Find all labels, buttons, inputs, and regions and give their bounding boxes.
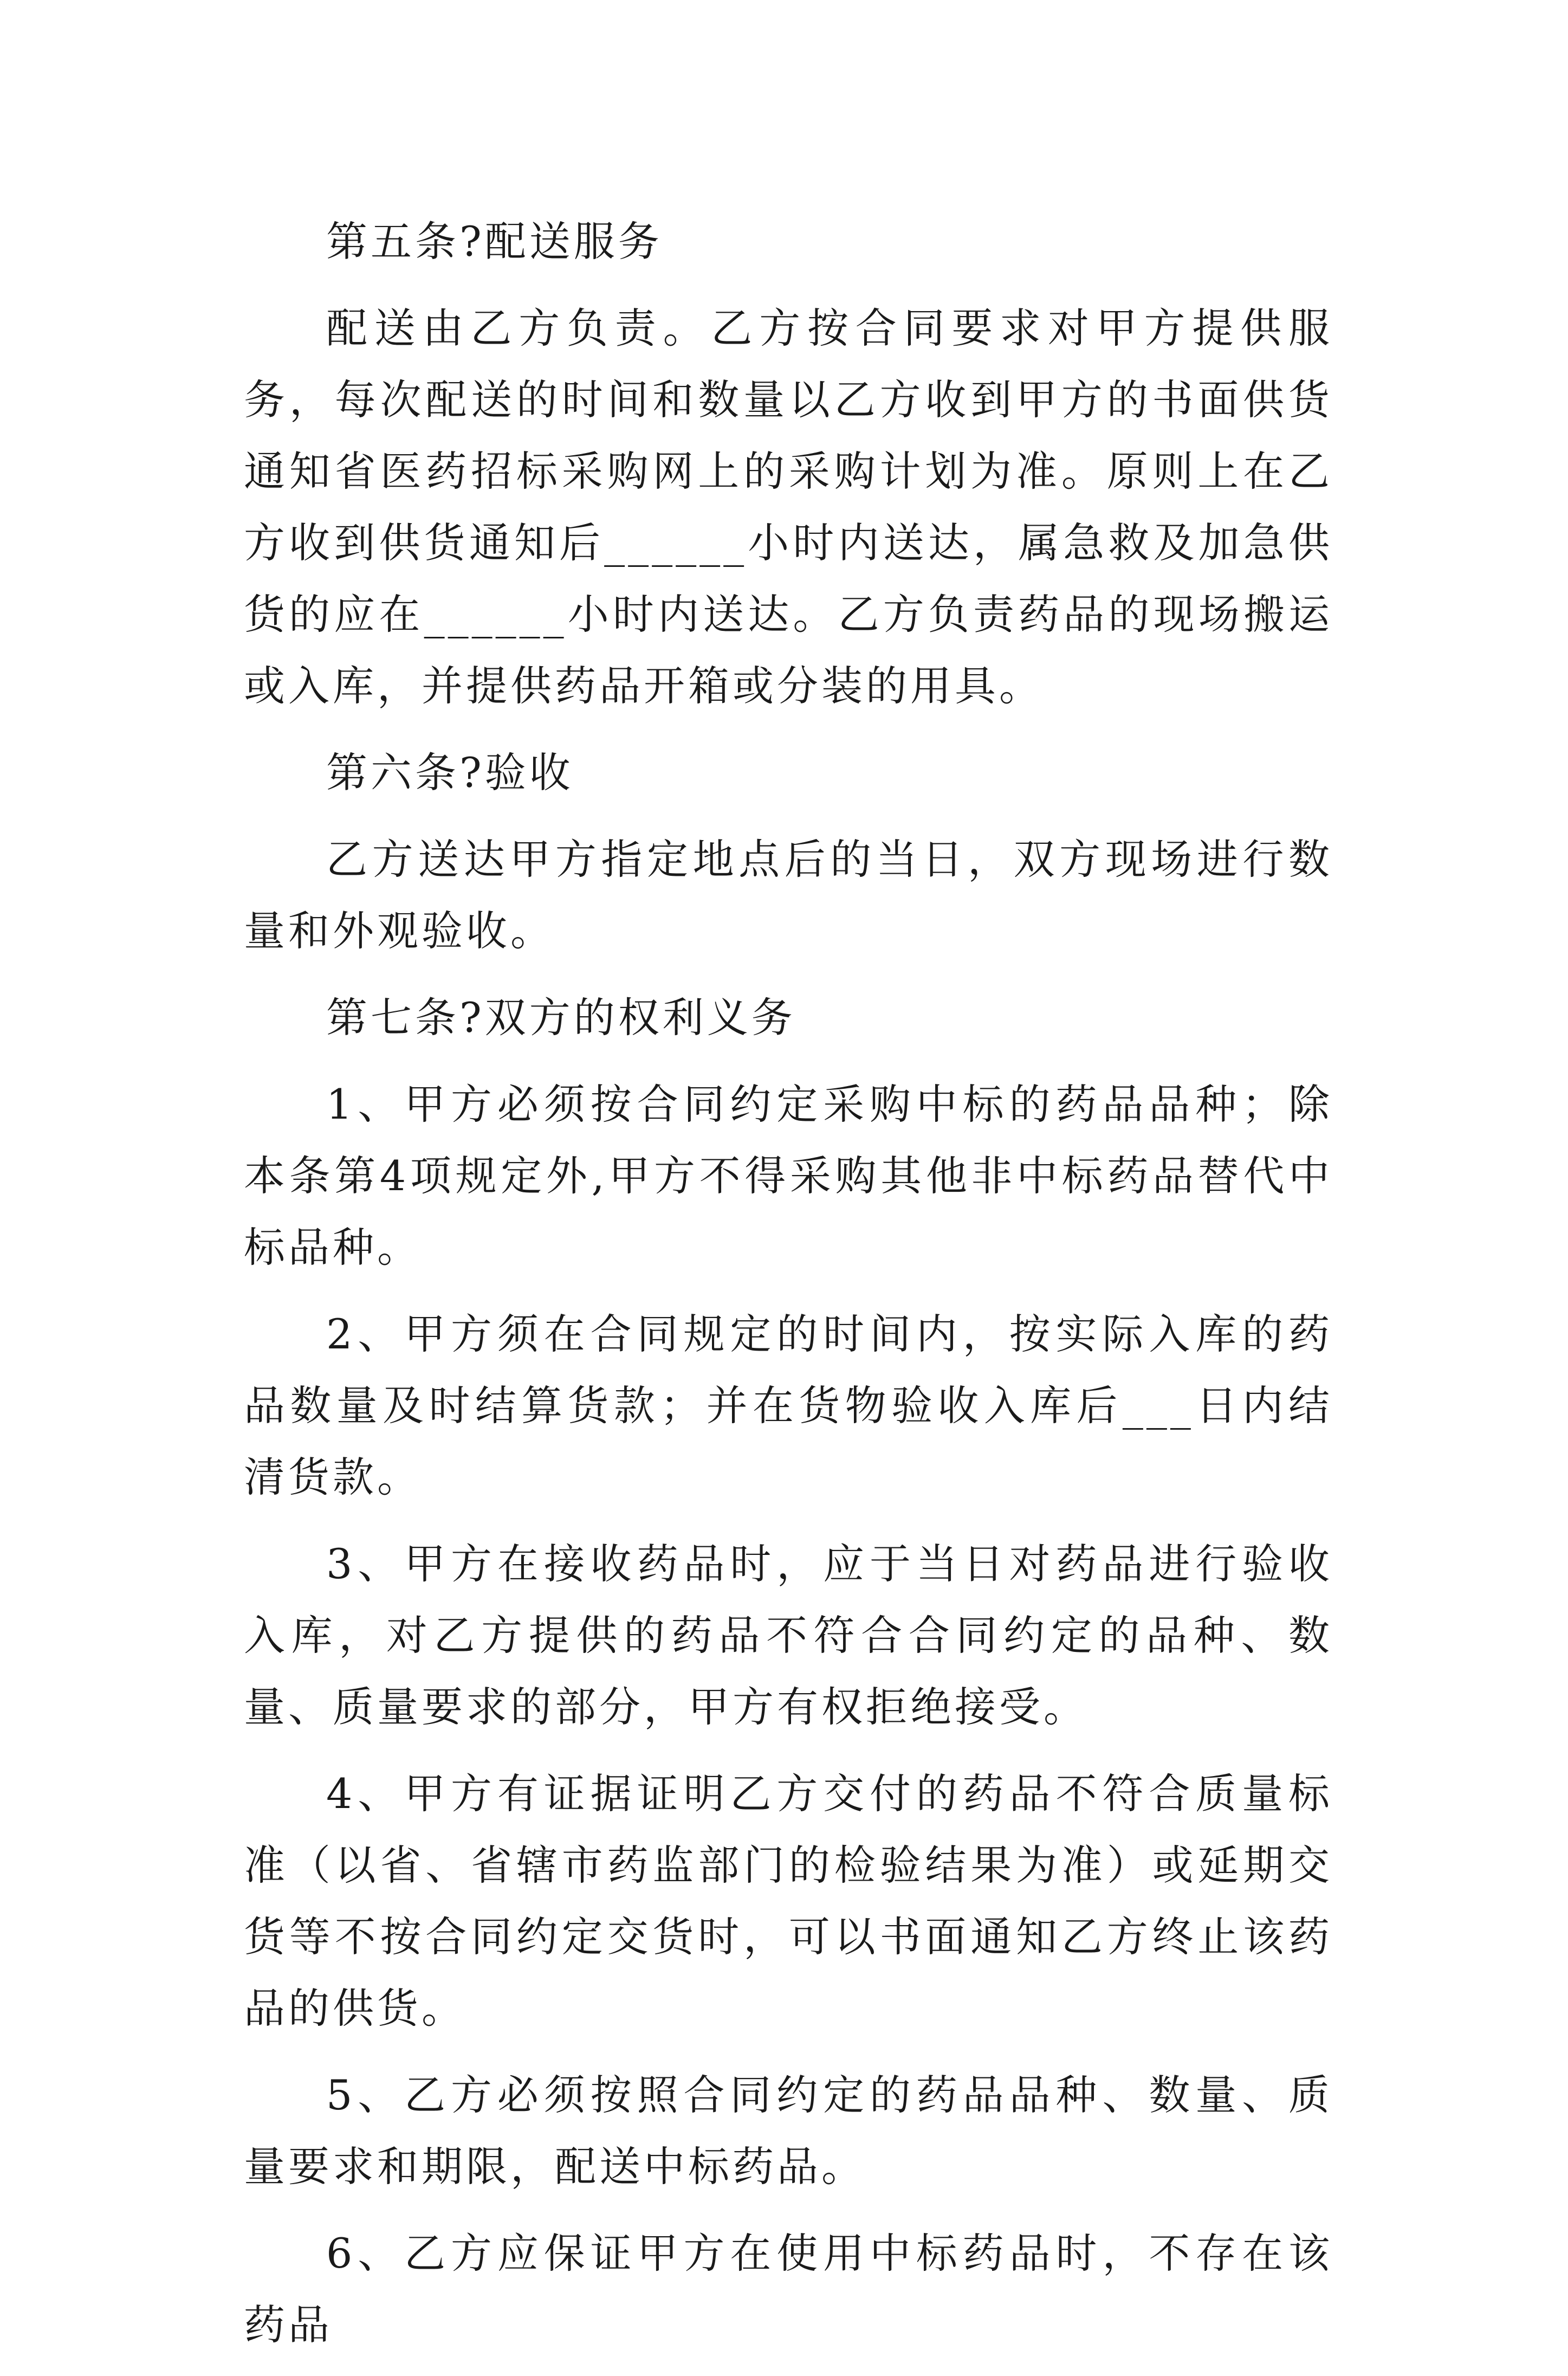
article-6-heading: 第六条?验收 — [326, 748, 574, 797]
document-body — [244, 206, 1333, 2376]
article-7-item-3: 3、甲方在接收药品时，应于当日对药品进行验收入库，对乙方提供的药品不符合合同约定的品种、数量、质量要求的部分，甲方有权拒绝接受。 — [244, 1540, 1333, 1731]
article-6-paragraph: 乙方送达甲方指定地点后的当日，双方现场进行数量和外观验收。 — [244, 835, 1333, 955]
article-7-item-4: 4、甲方有证据证明乙方交付的药品不符合质量标准（以省、省辖市药监部门的检验结果为准）或延期交货等不按合同约定交货时，可以书面通知乙方终止该药品的供货。 — [244, 1770, 1333, 2032]
article-7-heading: 第七条?双方的权利义务 — [326, 993, 796, 1042]
article-7-item-5: 5、乙方必须按照合同约定的药品品种、数量、质量要求和期限，配送中标药品。 — [244, 2071, 1333, 2191]
article-5-paragraph: 配送由乙方负责。乙方按合同要求对甲方提供服务，每次配送的时间和数量以乙方收到甲方的书面供货通知省医药招标采购网上的采购计划为准。原则上在乙方收到供货通知后______小时内送达，属急救及加急供货的应在______小时内送达。乙方负责药品的现场搬运或入库，并提供药品开箱或分装的用具。 — [244, 304, 1333, 710]
article-7-item-1: 1、甲方必须按合同约定采购中标的药品品种；除本条第4项规定外,甲方不得采购其他非中标药品替代中标品种。 — [244, 1080, 1333, 1271]
article-7-item-6: 6、乙方应保证甲方在使用中标药品时，不存在该药品 — [244, 2229, 1333, 2349]
article-7-item-2: 2、甲方须在合同规定的时间内，按实际入库的药品数量及时结算货款；并在货物验收入库后___日内结清货款。 — [244, 1310, 1333, 1501]
article-5-heading: 第五条?配送服务 — [326, 217, 663, 266]
